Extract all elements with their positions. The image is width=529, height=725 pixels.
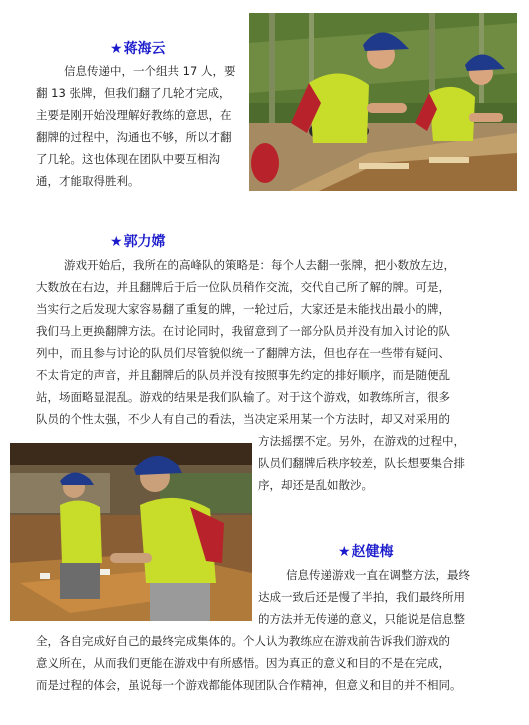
text-line: 主要是刚开始没理解好教练的意思，在 (36, 108, 232, 122)
text-line: 信息传递中，一个组共 17 人，要 (64, 64, 236, 78)
paragraph-zhao-jianmei-full (36, 630, 498, 696)
photo-women-flipping-cards (249, 13, 517, 191)
text-line: 队员的个性太强，不少人有自己的看法，当决定采用某一个方法时，却又对采用的 (36, 412, 450, 426)
text-line: 意义所在，从而我们更能在游戏中有所感悟。因为真正的意义和目的不是在完成， (36, 656, 450, 670)
paragraph-zhao-jianmei-side (258, 564, 498, 630)
text-line: 翻 13 张牌，但我们翻了几轮才完成， (36, 86, 231, 100)
text-line: 序，却还是乱如散沙。 (258, 478, 373, 492)
star-icon: ★ (110, 41, 123, 57)
photo-men-flipping-cards (10, 443, 252, 621)
star-icon: ★ (338, 544, 351, 560)
author-name-text: 赵健梅 (351, 544, 394, 560)
text-line: 达成一致后还是慢了半拍，我们最终所用 (258, 590, 465, 604)
text-line: 当实行之后发现大家容易翻了重复的牌，一轮过后，大家还是未能找出最小的牌， (36, 302, 450, 316)
star-icon: ★ (110, 234, 123, 250)
text-line: 站，场面略显混乱。游戏的结果是我们队输了。对于这个游戏，如教练所言，很多 (36, 390, 450, 404)
text-line: 了几轮。这也体现在团队中要互相沟 (36, 152, 220, 166)
paragraph-jiang-haiyun (36, 60, 244, 192)
text-line: 不太肯定的声音，并且翻牌后的队员并没有按照事先约定的排好顺序，而是随便乱 (36, 368, 450, 382)
author-name-text: 蒋海云 (123, 41, 166, 57)
text-line: 信息传递游戏一直在调整方法，最终 (286, 568, 470, 582)
paragraph-guo-lichang-top (36, 254, 496, 430)
text-line: 列中，而且参与讨论的队员们尽管貌似统一了翻牌方法，但也存在一些带有疑问、 (36, 346, 450, 360)
author-name-guo-lichang (110, 231, 166, 251)
text-line: 通，才能取得胜利。 (36, 174, 140, 188)
author-name-jiang-haiyun (110, 38, 166, 58)
text-line: 大数放在右边，并且翻牌后于后一位队员稍作交流，交代自己所了解的牌。可是， (36, 280, 450, 294)
text-line: 全，各自完成好自己的最终完成集体的。个人认为教练应在游戏前告诉我们游戏的 (36, 634, 450, 648)
text-line: 翻牌的过程中，沟通也不够，所以才翻 (36, 130, 232, 144)
paragraph-guo-lichang-bottom (258, 430, 498, 496)
text-line: 游戏开始后，我所在的高峰队的策略是：每个人去翻一张牌，把小数放左边， (64, 258, 455, 272)
text-line: 的方法并无传递的意义，只能说是信息整 (258, 612, 465, 626)
text-line: 我们马上更换翻牌方法。在讨论同时，我留意到了一部分队员并没有加入讨论的队 (36, 324, 450, 338)
text-line: 而是过程的体会，虽说每一个游戏都能体现团队合作精神，但意义和目的并不相同。 (36, 678, 462, 692)
text-line: 队员们翻牌后秩序较差，队长想要集合排 (258, 456, 465, 470)
text-line: 方法摇摆不定。另外，在游戏的过程中， (258, 434, 465, 448)
author-name-zhao-jianmei (338, 541, 394, 561)
author-name-text: 郭力嫦 (123, 234, 166, 250)
